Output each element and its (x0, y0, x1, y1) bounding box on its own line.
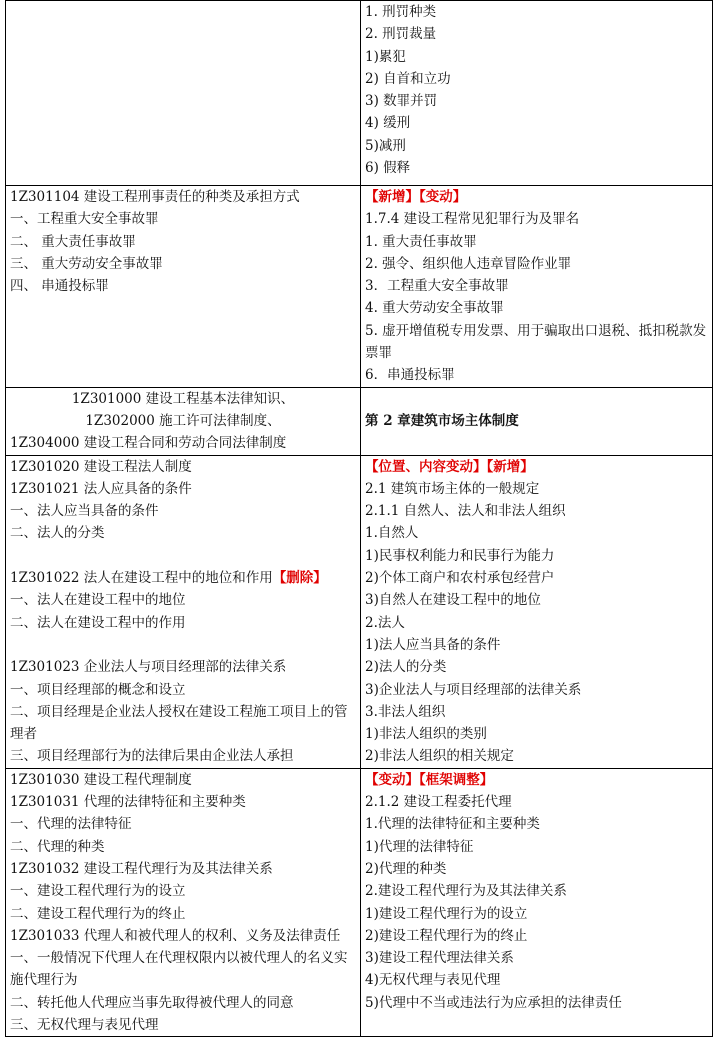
line-text: 1. 重大责任事故罪 (365, 233, 477, 250)
table-row (6, 1, 713, 186)
line-text: 2.1.1 自然人、法人和非法人组织 (365, 503, 566, 520)
line-text: 4) 缓刑 (365, 115, 411, 132)
new-syllabus-cell (361, 1, 713, 186)
line-text: 四、 串通投标罪 (10, 278, 109, 295)
chapter-title (365, 410, 708, 432)
outline-line (10, 522, 356, 544)
line-text: 1. 刑罚种类 (365, 4, 437, 20)
outline-line (365, 969, 708, 991)
line-text: 4. 重大劳动安全事故罪 (365, 300, 504, 317)
line-text: 2. 强令、组织他人违章冒险作业罪 (365, 255, 572, 272)
outline-line (365, 701, 708, 723)
line-text: 2.建设工程代理行为及其法律关系 (365, 883, 567, 900)
outline-line (365, 275, 708, 297)
outline-line (365, 947, 708, 969)
line-text: 一、项目经理部的概念和设立 (10, 681, 186, 698)
outline-line (365, 522, 708, 544)
outline-line (10, 791, 356, 813)
table-row (6, 387, 713, 455)
old-syllabus-cell (6, 387, 361, 455)
outline-line (365, 567, 708, 589)
outline-line (365, 745, 708, 767)
outline-line (365, 679, 708, 701)
line-text: 2)代理的种类 (365, 860, 447, 877)
line-text: 2. 刑罚裁量 (365, 26, 437, 43)
outline-line (365, 634, 708, 656)
change-tag (365, 769, 708, 791)
change-tag: 【删除】 (272, 570, 327, 587)
outline-line (10, 1014, 356, 1036)
new-syllabus-cell (361, 186, 713, 388)
outline-line (10, 858, 356, 880)
outline-line (10, 656, 356, 678)
line-text: 【新增】【变动】 (365, 189, 467, 205)
outline-line (365, 858, 708, 880)
line-text: 一、工程重大安全事故罪 (10, 211, 159, 228)
comparison-table (5, 0, 713, 1037)
outline-line (365, 364, 708, 386)
line-text: 二、法人在建设工程中的作用 (10, 614, 186, 631)
outline-line (10, 432, 356, 454)
line-text: 1Z301022 法人在建设工程中的地位和作用 (10, 570, 273, 587)
outline-line (365, 231, 708, 253)
outline-line (365, 157, 708, 179)
outline-line (10, 925, 356, 947)
line-text: 2) 自首和立功 (365, 70, 451, 87)
outline-line (365, 925, 708, 947)
outline-line (10, 947, 356, 992)
line-text: 1)代理的法律特征 (365, 838, 474, 855)
line-text: 1Z301000 建设工程基本法律知识、 (71, 390, 295, 407)
line-text: 1Z301023 企业法人与项目经理部的法律关系 (10, 659, 287, 676)
outline-line (10, 903, 356, 925)
line-text: 二、转托他人代理应当事先取得被代理人的同意 (10, 994, 294, 1011)
outline-line (10, 478, 356, 500)
line-text: 1Z301032 建设工程代理行为及其法律关系 (10, 860, 273, 877)
outline-line (365, 903, 708, 925)
line-text: 二、代理的种类 (10, 838, 105, 855)
line-text: 2.法人 (365, 614, 405, 631)
outline-line (10, 769, 356, 791)
line-text: 4)无权代理与表见代理 (365, 972, 501, 989)
blank-line (10, 634, 356, 656)
new-syllabus-cell (361, 455, 713, 768)
line-text: 第 2 章建筑市场主体制度 (365, 412, 519, 429)
table-row (6, 455, 713, 768)
old-syllabus-cell (6, 768, 361, 1037)
change-tag (365, 456, 708, 478)
line-text: 一、法人应当具备的条件 (10, 503, 159, 520)
line-text: 一、法人在建设工程中的地位 (10, 592, 186, 609)
outline-line (365, 545, 708, 567)
outline-line (365, 656, 708, 678)
outline-line (365, 90, 708, 112)
outline-line (365, 46, 708, 68)
line-text: 3.非法人组织 (365, 703, 446, 720)
line-text: 一、代理的法律特征 (10, 816, 132, 833)
line-text: 三、项目经理部行为的法律后果由企业法人承担 (10, 748, 294, 765)
line-text: 3)企业法人与项目经理部的法律关系 (365, 681, 582, 698)
line-text: 5)减刑 (365, 137, 406, 154)
outline-line (10, 231, 356, 253)
outline-line (10, 253, 356, 275)
outline-line (10, 745, 356, 767)
line-text: 1)民事权利能力和民事行为能力 (365, 547, 555, 564)
outline-line (365, 836, 708, 858)
line-text: 2)个体工商户和农村承包经营户 (365, 570, 555, 587)
outline-line (365, 723, 708, 745)
old-syllabus-cell (6, 455, 361, 768)
outline-line (10, 456, 356, 478)
outline-line (365, 589, 708, 611)
outline-line (10, 679, 356, 701)
line-text: 2.1.2 建设工程委托代理 (365, 794, 512, 811)
line-text: 1.自然人 (365, 525, 419, 542)
line-text: 1Z301020 建设工程法人制度 (10, 458, 192, 475)
outline-line (365, 68, 708, 90)
outline-line (365, 1, 708, 23)
outline-line (10, 813, 356, 835)
line-text: 一、一般情况下代理人在代理权限内以被代理人的名义实施代理行为 (10, 950, 348, 989)
line-text: 3．工程重大安全事故罪 (365, 278, 509, 295)
table-body (6, 1, 713, 1037)
line-text: 三、 重大劳动安全事故罪 (10, 255, 163, 272)
outline-line (10, 612, 356, 634)
outline-line (10, 208, 356, 230)
outline-line (10, 992, 356, 1014)
line-text: 3)建设工程代理法律关系 (365, 950, 514, 967)
line-text: 【位置、内容变动】【新增】 (365, 458, 534, 475)
line-text: 二、建设工程代理行为的终止 (10, 905, 186, 922)
outline-line (365, 320, 708, 365)
outline-line (10, 388, 356, 410)
outline-line (365, 135, 708, 157)
outline-line (10, 589, 356, 611)
outline-line (365, 208, 708, 230)
line-text: 2)建设工程代理行为的终止 (365, 927, 528, 944)
line-text: 1Z302000 施工许可法律制度、 (85, 412, 281, 429)
outline-line (365, 500, 708, 522)
line-text: 5)代理中不当或违法行为应承担的法律责任 (365, 994, 622, 1011)
line-text: 1)法人应当具备的条件 (365, 636, 501, 653)
outline-line (365, 112, 708, 134)
outline-line (10, 880, 356, 902)
outline-line (365, 297, 708, 319)
line-text: 1Z301021 法人应具备的条件 (10, 480, 192, 497)
outline-line (365, 992, 708, 1014)
line-text: 3) 数罪并罚 (365, 93, 438, 110)
line-text: 1Z301033 代理人和被代理人的权利、义务及法律责任 (10, 927, 341, 944)
line-text: 二、法人的分类 (10, 525, 105, 542)
new-syllabus-cell (361, 768, 713, 1037)
line-text: 3)自然人在建设工程中的地位 (365, 592, 541, 609)
line-text: 1Z304000 建设工程合同和劳动合同法律制度 (10, 435, 287, 452)
outline-line (10, 836, 356, 858)
new-syllabus-cell (361, 387, 713, 455)
change-tag (365, 186, 708, 208)
outline-line (10, 275, 356, 297)
table-row (6, 768, 713, 1037)
line-text: 【变动】【框架调整】 (365, 771, 494, 788)
outline-line (365, 791, 708, 813)
outline-line (10, 186, 356, 208)
line-text: 6) 假释 (365, 160, 411, 177)
outline-line (365, 612, 708, 634)
line-text: 1.7.4 建设工程常见犯罪行为及罪名 (365, 211, 580, 228)
blank-line (10, 545, 356, 567)
line-text: 1Z301031 代理的法律特征和主要种类 (10, 794, 246, 811)
line-text: 二、项目经理是企业法人授权在建设工程施工项目上的管理者 (10, 703, 348, 743)
table-row (6, 186, 713, 388)
line-text: 1Z301030 建设工程代理制度 (10, 771, 192, 788)
outline-line (365, 478, 708, 500)
outline-line (10, 567, 356, 589)
old-syllabus-cell (6, 186, 361, 388)
outline-line (365, 813, 708, 835)
outline-line (365, 23, 708, 45)
outline-line (10, 500, 356, 522)
line-text: 5. 虚开增值税专用发票、用于骗取出口退税、抵扣税款发票罪 (365, 322, 707, 362)
line-text: 1.代理的法律特征和主要种类 (365, 816, 540, 833)
outline-line (10, 410, 356, 432)
line-text: 一、建设工程代理行为的设立 (10, 883, 186, 900)
line-text: 二、 重大责任事故罪 (10, 233, 136, 250)
outline-line (365, 880, 708, 902)
line-text: 2)法人的分类 (365, 659, 447, 676)
line-text: 1)建设工程代理行为的设立 (365, 905, 528, 922)
line-text: 1)累犯 (365, 48, 406, 65)
outline-line (10, 701, 356, 746)
line-text: 1Z301104 建设工程刑事责任的种类及承担方式 (10, 189, 300, 205)
outline-line (365, 253, 708, 275)
old-syllabus-cell (6, 1, 361, 186)
line-text: 1)非法人组织的类别 (365, 726, 487, 743)
line-text: 2.1 建筑市场主体的一般规定 (365, 480, 540, 497)
line-text: 6．串通投标罪 (365, 367, 455, 384)
line-text: 2)非法人组织的相关规定 (365, 748, 514, 765)
line-text: 三、无权代理与表见代理 (10, 1016, 159, 1033)
